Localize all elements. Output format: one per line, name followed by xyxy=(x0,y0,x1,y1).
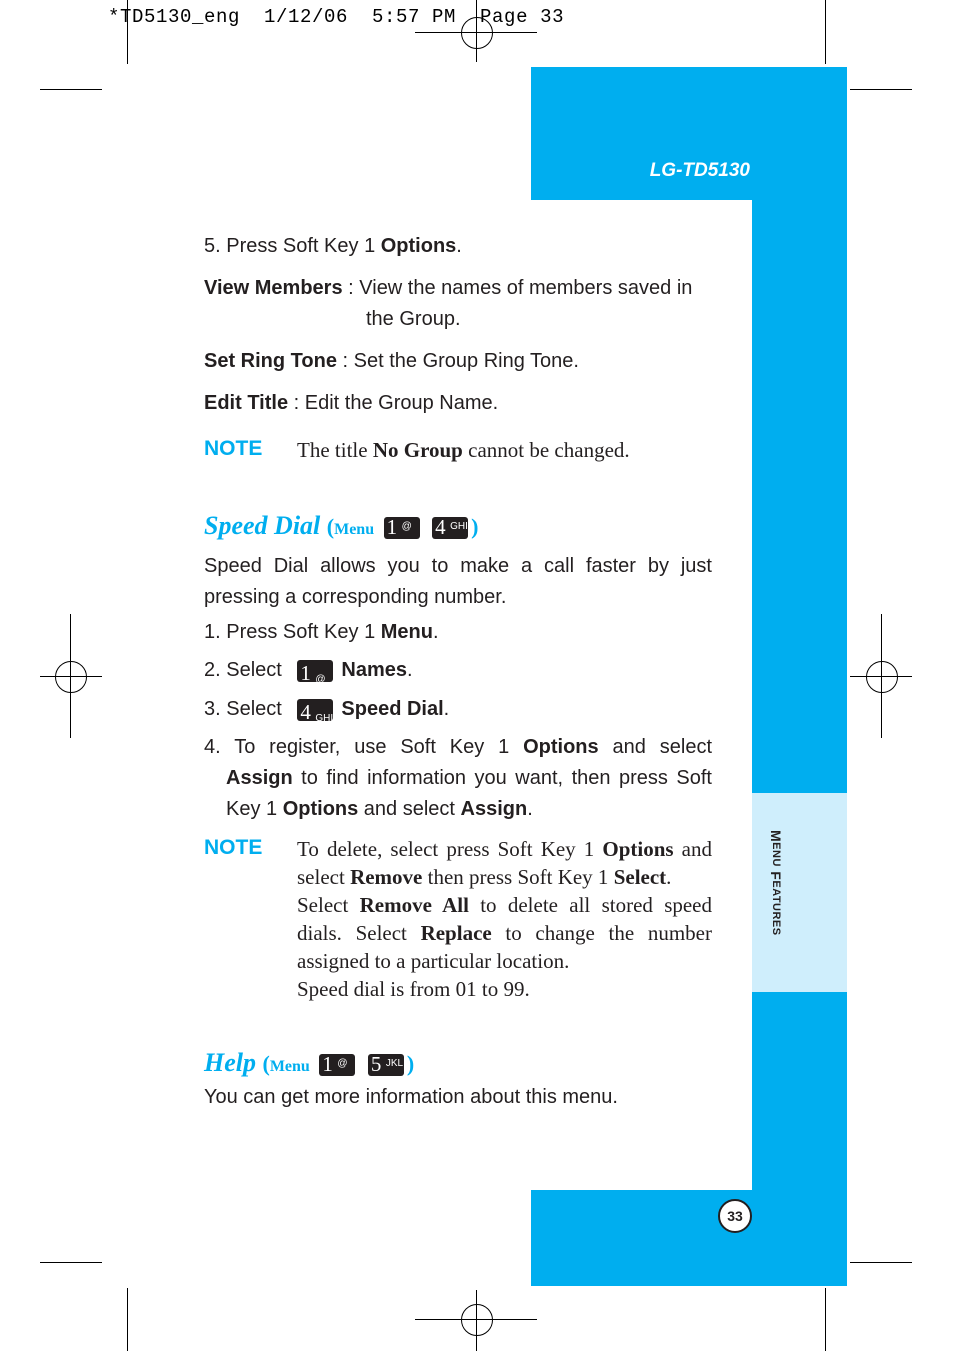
page-number: 33 xyxy=(718,1199,752,1233)
speed-dial-note-line: select Remove then press Soft Key 1 Select. xyxy=(297,865,672,889)
speed-dial-step-3: 3. Select 4 GHI Speed Dial. xyxy=(204,698,450,724)
crop-mark xyxy=(127,1288,128,1351)
speed-dial-note-line: Select Remove All to delete all stored speed xyxy=(297,893,713,917)
note-text: The title No Group cannot be changed. xyxy=(297,438,630,462)
speed-dial-step-4-cont: Assign to find information you want, then press Soft xyxy=(226,767,712,789)
crop-mark xyxy=(850,89,912,90)
footer-tab xyxy=(531,1190,847,1286)
speed-dial-intro-cont: pressing a corresponding number. xyxy=(204,586,507,608)
side-tab xyxy=(752,200,847,1286)
key-4-icon: 4 GHI xyxy=(297,699,333,721)
speed-dial-note-line: assigned to a particular location. xyxy=(297,949,570,973)
key-1-icon: 1 @ xyxy=(297,660,333,682)
key-1-icon: 1 @ xyxy=(319,1054,355,1076)
key-1-icon: 1 @ xyxy=(384,517,420,539)
option-set-ring-tone: Set Ring Tone : Set the Group Ring Tone. xyxy=(204,350,579,372)
section-tab-highlight xyxy=(752,793,847,992)
speed-dial-step-1: 1. Press Soft Key 1 Menu. xyxy=(204,621,439,643)
crop-mark xyxy=(825,0,826,64)
option-view-members-cont: the Group. xyxy=(366,308,461,330)
step-5: 5. Press Soft Key 1 Options. xyxy=(204,235,462,257)
help-heading: Help (Menu 1 @ 5 JKL ) xyxy=(204,1048,415,1077)
section-label: MENU FEATURES xyxy=(768,830,784,936)
model-name: LG-TD5130 xyxy=(649,160,750,181)
crop-mark xyxy=(40,89,102,90)
registration-mark xyxy=(55,661,87,693)
speed-dial-note-line: dials. Select Replace to change the number xyxy=(297,921,712,945)
help-body: You can get more information about this menu. xyxy=(204,1086,618,1108)
note-label: NOTE xyxy=(204,437,263,460)
crop-mark xyxy=(825,1288,826,1351)
speed-dial-heading: Speed Dial (Menu 1 @ 4 GHI ) xyxy=(204,511,479,540)
speed-dial-step-4-end: Key 1 Options and select Assign. xyxy=(226,798,533,820)
option-edit-title: Edit Title : Edit the Group Name. xyxy=(204,392,499,414)
speed-dial-note-line: Speed dial is from 01 to 99. xyxy=(297,977,530,1001)
option-view-members: View Members : View the names of members saved in xyxy=(204,277,693,299)
speed-dial-intro: Speed Dial allows you to make a call faster by just xyxy=(204,555,712,577)
speed-dial-step-4: 4. To register, use Soft Key 1 Options and select xyxy=(204,736,712,758)
crop-mark xyxy=(850,1262,912,1263)
key-4-icon: 4 GHI xyxy=(432,517,468,539)
note-label: NOTE xyxy=(204,836,263,859)
registration-mark xyxy=(866,661,898,693)
print-slug: *TD5130_eng 1/12/06 5:57 PM Page 33 xyxy=(108,6,565,28)
registration-mark xyxy=(461,1304,493,1336)
speed-dial-step-2: 2. Select 1 @ Names. xyxy=(204,659,413,685)
crop-mark xyxy=(40,1262,102,1263)
speed-dial-note-line: To delete, select press Soft Key 1 Options and xyxy=(297,837,712,861)
key-5-icon: 5 JKL xyxy=(368,1054,404,1076)
